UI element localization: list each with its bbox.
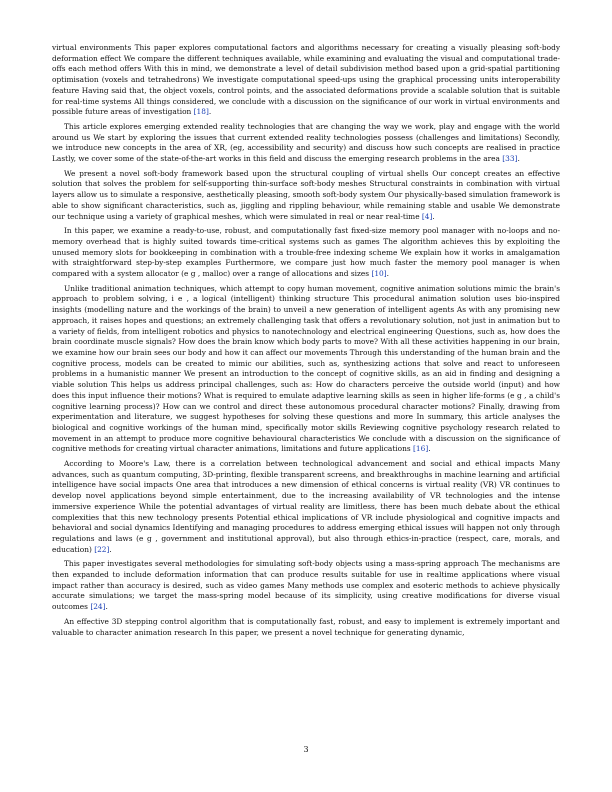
- paragraph-6-text: According to Moore's Law, there is a correlation between technological advancement and social and ethical impacts Many advances, such as quantum computing, 3D-printing, flexible transparent screens, and breakthroughs in machine learning and artificial intelligence have social impacts One area that introduces a new dimension of ethical concerns is virtual reality (VR) VR continues to develop novel applications beyond simple entertainment, due to the increasing availability of VR technologies and the intense immersive experience While the potential advantages of virtual reality are limitless, there has been much debate about the ethical complexities that this new technology presents Potential ethical implications of VR include physiological and cognitive impacts and behavioral and social dynamics Identifying and managing procedures to address emerging ethical issues will happen not only through regulations and laws (e g , government and institutional approval), but also through ethics-in-practice (respect, care, morals, and education): [52, 459, 560, 554]
- paragraph-1-tail: .: [208, 107, 212, 117]
- paragraph-3-tail: .: [432, 211, 435, 221]
- citation-4[interactable]: [4]: [421, 211, 433, 221]
- paragraph-7-tail: .: [105, 602, 108, 612]
- paragraph-2-tail: .: [517, 154, 520, 164]
- paragraph-2-text: This article explores emerging extended reality technologies that are changing the way we work, play and engage with the world around us We start by exploring the issues that current extended reality technologies possess (challenges and limitations) Secondly, we introduce new concepts in the area of XR, (eg, accessibility and security) and discuss how such concepts are realised in practice Lastly, we cover some of the state-of-the-art works in this field and discuss the emerging research problems in the area: [52, 121, 560, 164]
- paragraph-7-text: This paper investigates several methodologies for simulating soft-body objects using a mass-spring approach The mechanisms are then expanded to include deformation information that can produce results suitable for use in realtime applications where visual impact rather than accuracy is desired, such as video games Many methods use complex and esoteric methods to achieve physically accurate simulations; we target the mass-spring model because of its simplicity, using creative modifications for diverse visual outcomes: [52, 559, 560, 612]
- paragraph-3-text: We present a novel soft-body framework based upon the structural coupling of virtual shells Our concept creates an effective solution that solves the problem for self-supporting thin-surface soft-body meshes Structural constraints in combination with virtual layers allow us to simulate a responsive, aesthetically pleasing, smooth soft-body system Our physically-based simulation framework is able to show significant characteristics, such as, jiggling and rippling behaviour, while remaining stable and usable We demonstrate our technique using a variety of graphical meshes, which were simulated in real or near real-time: [52, 168, 560, 221]
- page-body: [52, 43, 560, 642]
- citation-18[interactable]: [18]: [193, 107, 209, 117]
- paragraph-4-tail: .: [386, 269, 389, 279]
- paragraph-6-tail: .: [109, 544, 112, 554]
- paragraph-4: [52, 226, 560, 280]
- citation-22[interactable]: [22]: [94, 544, 110, 554]
- citation-10[interactable]: [10]: [371, 269, 387, 279]
- paragraph-5: [52, 284, 560, 455]
- citation-33[interactable]: [33]: [502, 154, 518, 164]
- paragraph-1: [52, 43, 560, 118]
- paragraph-1-text: virtual environments This paper explores computational factors and algorithms necessary for creating a visually pleasing soft-body deformation effect We compare the different techniques available, while examining and evaluating the visual and computational trade-offs each method offers With this in mind, we demonstrate a level of detail subdivision method based upon a grid-spatial partitioning optimisation (voxels and tetrahedrons) We investigate computational speed-ups using the graphical processing units interoperability feature Having said that, the object voxels, control points, and the associated deformations provide a scalable solution that is suitable for real-time systems All things considered, we conclude with a discussion on the significance of our work in virtual environments and possible future areas of investigation: [52, 43, 560, 117]
- paragraph-8-text: An effective 3D stepping control algorithm that is computationally fast, robust, and easy to implement is extremely important and valuable to character animation research In this paper, we present a novel technique for generating dynamic,: [52, 616, 560, 637]
- paragraph-5-tail: .: [428, 444, 431, 454]
- citation-24[interactable]: [24]: [90, 602, 106, 612]
- paragraph-4-text: In this paper, we examine a ready-to-use, robust, and computationally fast fixed-size memory pool manager with no-loops and no-memory overhead that is highly suited towards time-critical systems such as games The algorithm achieves this by exploiting the unused memory slots for bookkeeping in combination with a trouble-free indexing scheme We explain how it works in amalgamation with straightforward step-by-step examples Furthermore, we compare just how much faster the memory pool manager is when compared with a system allocator (e g , malloc) over a range of allocations and sizes: [52, 226, 560, 279]
- paragraph-3: [52, 169, 560, 223]
- paragraph-8: [52, 617, 560, 638]
- paragraph-6: [52, 459, 560, 555]
- paragraph-2: [52, 122, 560, 165]
- paragraph-5-text: Unlike traditional animation techniques, which attempt to copy human movement, cognitive animation solutions mimic the brain's approach to problem solving, i e , a logical (intelligent) thinking structure This procedural animation solution uses bio-inspired insights (modelling nature and the workings of the brain) to unveil a new generation of intelligent agents As with any promising new approach, it raises hopes and questions; an extremely challenging task that offers a revolutionary solution, not just in animation but to a variety of fields, from intelligent robotics and physics to nanotechnology and electrical engineering Questions, such as, how does the brain coordinate muscle signals? How does the brain know which body parts to move? With all these activities happening in our brain, we examine how our brain sees our body and how it can affect our movements Through this understanding of the human brain and the cognitive process, models can be created to mimic our abilities, such as, synthesizing actions that solve and react to unforeseen problems in a humanistic manner We present an introduction to the concept of cognitive skills, as an aid in finding and designing a viable solution This helps us address principal challenges, such as: How do characters perceive the outside world (input) and how does this input influence their motions? What is required to emulate adaptive learning skills as seen in higher life-forms (e g , a child's cognitive learning process)? How can we control and direct these autonomous procedural character motions? Finally, drawing from experimentation and literature, we suggest hypotheses for solving these questions and more In summary, this article analyses the biological and cognitive workings of the human mind, specifically motor skills Reviewing cognitive psychology research related to movement in an attempt to produce more cognitive behavioural characteristics We conclude with a discussion on the significance of cognitive methods for creating virtual character animations, limitations and future applications: [52, 283, 560, 454]
- page-number: 3: [303, 745, 309, 754]
- paragraph-7: [52, 559, 560, 613]
- citation-16[interactable]: [16]: [413, 444, 429, 454]
